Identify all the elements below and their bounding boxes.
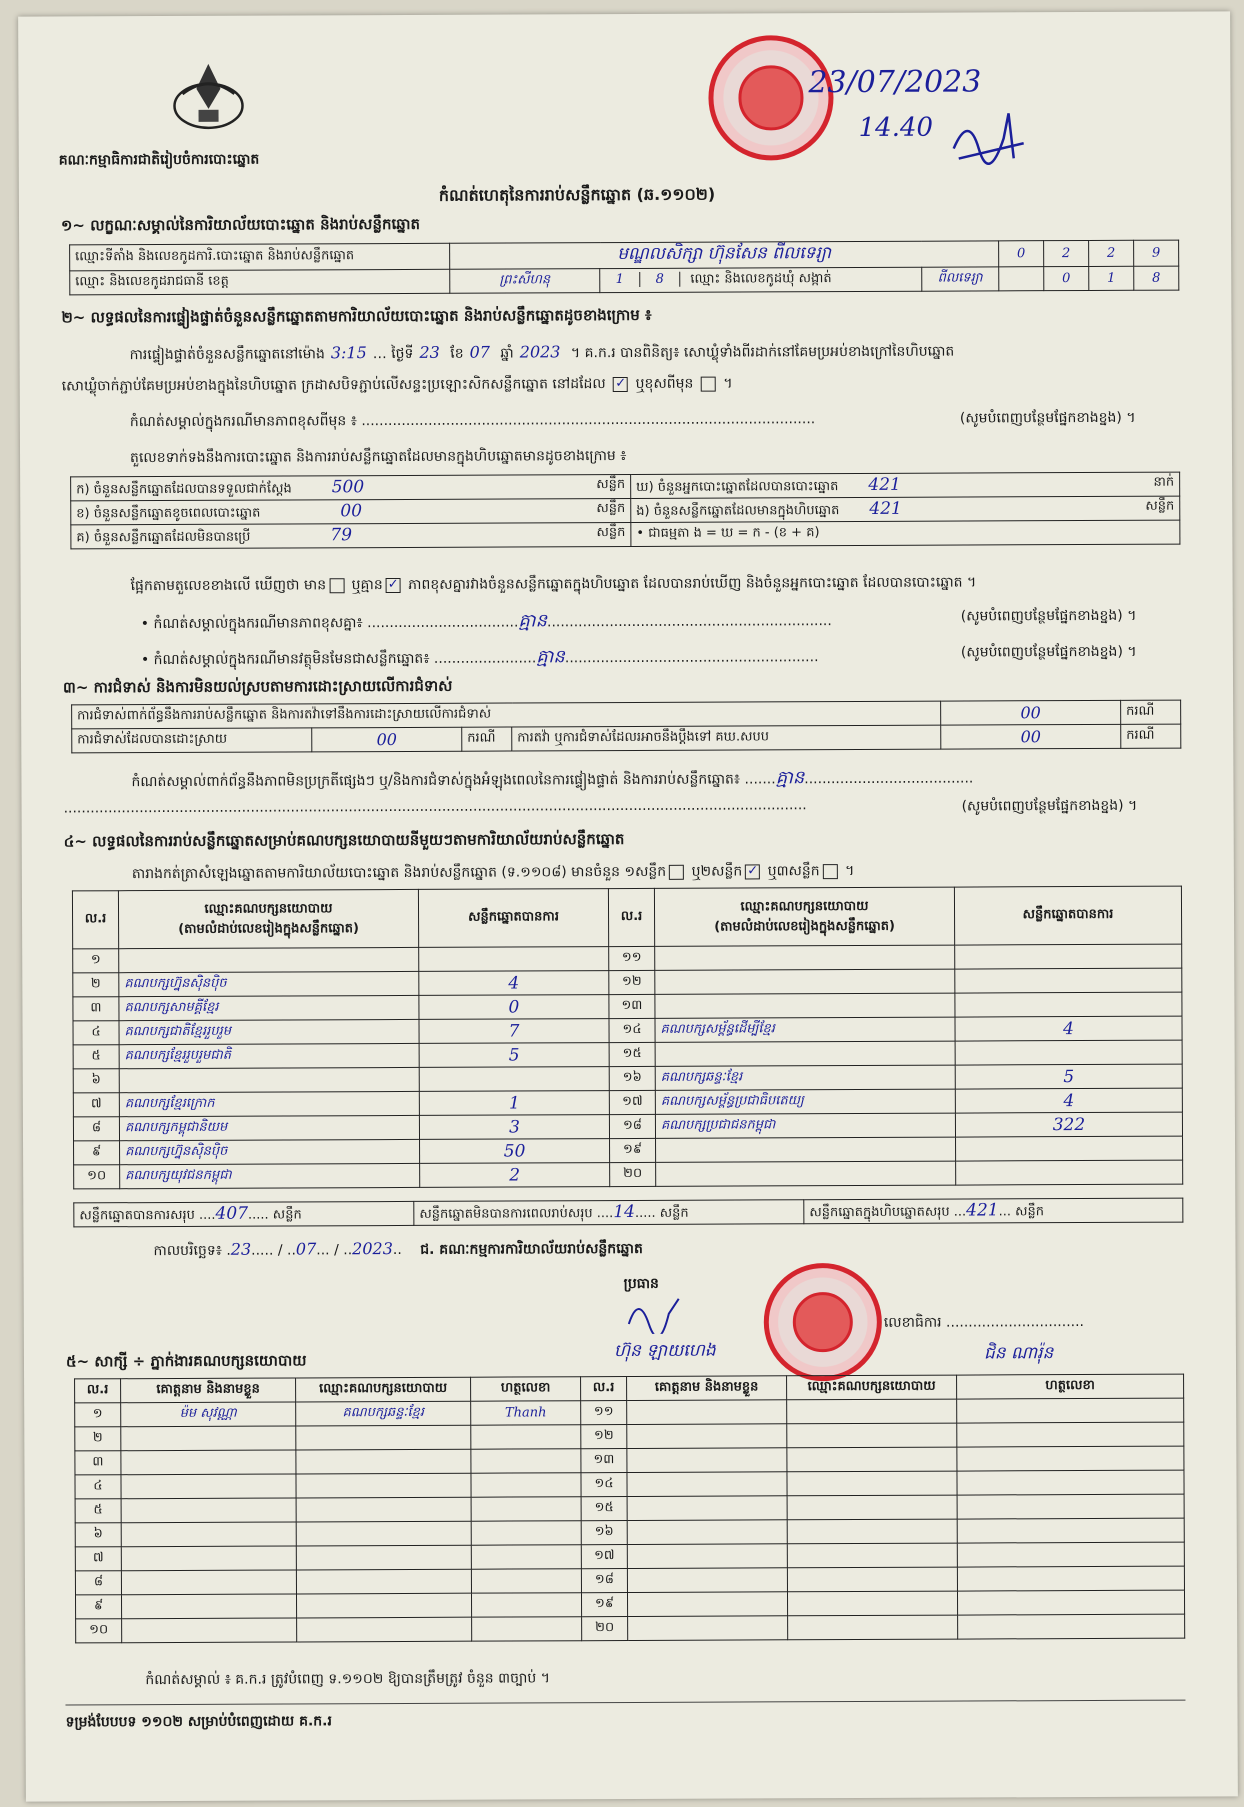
section4-heading: ៤~ លទ្ធផលនៃការរាប់សន្លឹកឆ្នោតសម្រាប់គណបក្សនយោបាយនីមួយៗតាមការិយាល័យរាប់សន្លឹកឆ្នោត xyxy=(63,830,625,851)
witness-party xyxy=(787,1471,957,1496)
vote-count xyxy=(956,1136,1183,1161)
section1-heading: ១~ លក្ខណៈសម្គាល់នៃការិយាល័យបោះឆ្នោត និងរាប់សន្លឹកឆ្នោត xyxy=(60,214,421,235)
witness-party xyxy=(787,1495,957,1520)
party-name xyxy=(655,945,955,970)
total-valid: សន្លឹកឆ្នោតបានការសរុប ....407..... សន្លឹក xyxy=(74,1201,414,1226)
secretary-label: លេខាធិការ ............................... xyxy=(883,1314,1085,1331)
witness-name xyxy=(627,1400,787,1425)
party-name xyxy=(119,1067,419,1092)
witness-signature xyxy=(471,1497,581,1521)
vote-count: 2 xyxy=(420,1163,610,1188)
witness-signature xyxy=(957,1470,1184,1495)
witness-party xyxy=(296,1449,471,1474)
official-stamp-bottom xyxy=(764,1263,883,1382)
row-number: ៤ xyxy=(75,1475,121,1499)
formula: • ជាធម្មតា ង = ឃ = ក - (ខ + គ) xyxy=(631,520,1180,546)
vote-count xyxy=(955,968,1182,993)
province-value: ព្រះសីហនុ xyxy=(450,269,600,294)
vote-count: 4 xyxy=(419,971,609,996)
witness-table: ល.រ គោត្តនាម និងនាមខ្លួន ឈ្មោះគណបក្សនយោបាយ ហត្ថលេខា ល.រ គោត្តនាម និងនាមខ្លួន ឈ្មោះគណបក្សនយោបាយ ហត្ថលេខា ១ ម៉ម សុវណ្ណា គណបក្សឆន្ទៈខ្មែរ Thanh ១១ ២ ១២ ៣ ១៣ ៤ ១៤ ៥ ១៥ ៦ ១៦ ៧ ១៧ ៨ ១៨ ៩ ១៩ ១០ ២០ xyxy=(74,1374,1185,1644)
row-number: ៦ xyxy=(75,1523,121,1547)
fill-more-1: (សូមបំពេញបន្ថែមផ្នែកខាងខ្នង) ។ xyxy=(959,409,1136,427)
mismatch-note: • កំណត់សម្គាល់ក្នុងករណីមានភាពខុសគ្នា៖ ..................................គ្មាន................................................................ xyxy=(140,610,832,633)
commune-value: ពីលទេរ្យា xyxy=(921,267,999,291)
witness-party xyxy=(787,1423,957,1448)
row-number: ១៤ xyxy=(609,1018,655,1042)
has-diff-checkbox[interactable] xyxy=(329,578,344,593)
vote-count xyxy=(955,944,1182,969)
row-number: ១៦ xyxy=(581,1521,627,1545)
vote-count xyxy=(955,1040,1182,1065)
witness-name xyxy=(627,1496,787,1521)
vote-count: 5 xyxy=(955,1064,1182,1089)
party-name: គណបក្សខ្មែរក្រោក xyxy=(119,1091,419,1116)
vote-count: 322 xyxy=(955,1112,1182,1137)
chief-name: ហ៊ុន ឡាយហេង xyxy=(613,1340,716,1362)
witness-party xyxy=(296,1473,471,1498)
witness-party xyxy=(296,1569,471,1594)
row-number: ១៤ xyxy=(581,1473,627,1497)
vote-count xyxy=(956,1160,1183,1185)
three-sheets-checkbox[interactable] xyxy=(823,864,838,879)
witness-name xyxy=(121,1474,296,1499)
obj-resolved-label: ការជំទាស់ដែលបានដោះស្រាយ xyxy=(72,728,312,753)
chief-label: ប្រធាន xyxy=(623,1275,659,1293)
party-name: គណបក្សកម្ពុជានិយម xyxy=(119,1115,419,1140)
totals-table xyxy=(73,1198,1183,1228)
verify-line-2: សោឃ្លុំចាក់ភ្ជាប់គែមប្រអប់ខាងក្នុងនៃហិបឆ្នោត ក្រដាសបិទភ្ជាប់លើសន្ទះប្រឡោះសិកសន្លឹកឆ្នោត នៅដដែល ✓ ឬខុសពីមុន ។ xyxy=(61,375,733,395)
row-number: ៥ xyxy=(75,1499,121,1523)
witness-signature xyxy=(957,1542,1184,1567)
row-number: ១៨ xyxy=(609,1114,655,1138)
witness-name xyxy=(121,1570,296,1595)
row-number: ១ xyxy=(73,949,119,973)
fill-more-2: (សូមបំពេញបន្ថែមផ្នែកខាងខ្នង) ។ xyxy=(960,607,1137,625)
total-invalid: សន្លឹកឆ្នោតមិនបានការពេលរាប់សរុប ....14..... សន្លឹក xyxy=(414,1200,804,1226)
fill-more-3: (សូមបំពេញបន្ថែមផ្នែកខាងខ្នង) ។ xyxy=(960,643,1137,661)
loc-code-4: 9 xyxy=(1134,240,1179,266)
row-number: ៣ xyxy=(73,997,119,1021)
row-number: ១៥ xyxy=(609,1042,655,1066)
witness-party xyxy=(788,1615,958,1640)
obj-appeal-value: 00 xyxy=(941,724,1121,749)
sheets-line: តារាងកត់ត្រាសំឡេងឆ្នោតតាមការិយាល័យបោះឆ្នោត និងរាប់សន្លឹកឆ្នោត (ទ.១១០៨) មានចំនួន ១សន្លឹក ឬ២សន្លឹក ✓ ឬ៣សន្លឹក ។ xyxy=(131,862,855,883)
dotted-line: ....................................................................................................................................................................... xyxy=(63,797,807,817)
witness-name xyxy=(627,1592,787,1617)
witness-name xyxy=(627,1424,787,1449)
signature-top-icon xyxy=(949,108,1029,168)
footer-text: ទម្រង់បែបបទ ១១០២ សម្រាប់បំពេញដោយ គ.ក.រ xyxy=(65,1713,332,1731)
vote-count: 4 xyxy=(955,1016,1182,1041)
org-name: គណៈកម្មាធិការជាតិរៀបចំការបោះឆ្នោត xyxy=(58,151,260,169)
witness-signature xyxy=(471,1569,581,1593)
party-name xyxy=(655,969,955,994)
vote-count: 0 xyxy=(419,995,609,1020)
form-paper xyxy=(18,11,1238,1801)
witness-party xyxy=(296,1521,471,1546)
witness-signature xyxy=(958,1614,1185,1639)
witness-body xyxy=(75,1398,1185,1643)
witness-name xyxy=(121,1522,296,1547)
witness-name xyxy=(121,1450,296,1475)
witness-name xyxy=(121,1546,296,1571)
no-diff-checkbox[interactable]: ✓ xyxy=(386,577,401,592)
loc-code-3: 2 xyxy=(1089,240,1134,266)
row-number: ៨ xyxy=(75,1571,121,1595)
row-number: ៩ xyxy=(74,1141,120,1165)
figures-intro: តួលេខទាក់ទងនឹងការបោះឆ្នោត និងការរាប់សន្លឹកឆ្នោតដែលមានក្នុងហិបឆ្នោតមានដូចខាងក្រោម ៖ xyxy=(130,448,627,467)
obj-resolved-value: 00 xyxy=(312,727,462,752)
commune-code-3: 8 xyxy=(1134,266,1179,290)
party-name: គណបក្សប្រជាជនកម្ពុជា xyxy=(655,1113,955,1138)
row-number: ១០ xyxy=(76,1619,122,1643)
witness-signature xyxy=(471,1545,581,1569)
witness-signature xyxy=(957,1398,1184,1423)
changed-checkbox[interactable] xyxy=(701,376,716,391)
compare-line: ផ្អែកតាមតួលេខខាងលើ ឃើញថា មាន ឬគ្មាន ✓ ភាពខុសគ្នារវាងចំនួនសន្លឹកឆ្នោតក្នុងហិបឆ្នោត ដែលបានរាប់ឃើញ និងចំនួនអ្នកបោះឆ្នោត ដែលបានបោះឆ្នោត ។ xyxy=(130,574,977,595)
row-number: ២ xyxy=(75,1427,121,1451)
table-row xyxy=(74,1160,1183,1189)
witness-signature xyxy=(471,1449,581,1473)
row-number: ១១ xyxy=(609,946,655,970)
witness-party: គណបក្សឆន្ទៈខ្មែរ xyxy=(296,1401,471,1426)
witness-name xyxy=(627,1520,787,1545)
witness-signature xyxy=(471,1521,581,1545)
location-label: ឈ្មោះទីតាំង និងលេខកូដការិ.បោះឆ្នោត និងរាប់សន្លឹកឆ្នោត xyxy=(70,243,450,271)
row-number: ៣ xyxy=(75,1451,121,1475)
party-name: គណបក្សយុវជនកម្ពុជា xyxy=(120,1163,420,1188)
row-number: ៧ xyxy=(73,1093,119,1117)
row-number: ៨ xyxy=(73,1117,119,1141)
vote-count: 1 xyxy=(419,1091,609,1116)
party-name: គណបក្សខ្មែររួបរួមជាតិ xyxy=(119,1043,419,1068)
row-number: ១៧ xyxy=(609,1090,655,1114)
party-name: គណបក្សសម្ព័ន្ធដើម្បីខ្មែរ xyxy=(655,1017,955,1042)
witness-party xyxy=(296,1545,471,1570)
witness-name xyxy=(121,1594,296,1619)
figures-table xyxy=(70,472,1180,550)
witness-name xyxy=(122,1618,297,1643)
witness-name xyxy=(627,1472,787,1497)
party-name xyxy=(655,993,955,1018)
loc-code-2: 2 xyxy=(1044,240,1089,266)
row-number: ១៩ xyxy=(581,1593,627,1617)
objections-table: ការជំទាស់ពាក់ព័ន្ធនឹងការរាប់សន្លឹកឆ្នោត និងការតវ៉ាទៅនឹងការដោះស្រាយលើការជំទាស់ 00 ករណី ការជំទាស់ដែលបានដោះស្រាយ 00 ករណី ការតវ៉ា ឬការជំទាស់ដែលរអាចនឹងប្តឹងទៅ គឃ.សបប 00 ករណី xyxy=(71,700,1181,754)
vote-count: 4 xyxy=(955,1088,1182,1113)
row-number: ៩ xyxy=(75,1595,121,1619)
province-code: 1 8 ឈ្មោះ និងលេខកូដឃុំ សង្កាត់ xyxy=(600,267,922,292)
vote-count: 50 xyxy=(420,1139,610,1164)
row-number: ២០ xyxy=(582,1617,628,1641)
results-table: ល.រ ឈ្មោះគណបក្សនយោបាយ (តាមលំដាប់លេខរៀងក្នុងសន្លឹកឆ្នោត) សន្លឹកឆ្នោតបានការ ល.រ ឈ្មោះគណបក្សនយោបាយ (តាមលំដាប់លេខរៀងក្នុងសន្លឹកឆ្នោត) សន្លឹកឆ្នោតបានការ ១ ១១ ២ គណបក្សហ្វ៊ុនស៊ិនប៉ិច 4 ១២ ៣ គណបក្សសាមគ្គីខ្មែរ 0 ១៣ ៤ គណបក្សជាតិខ្មែររួបរួម 7 ១៤ គណបក្សសម្ព័ន្ធដើម្បីខ្មែរ 4 ៥ គណបក្សខ្មែររួបរួមជាតិ 5 ១៥ ៦ ១៦ គណបក្សឆន្ទៈខ្មែរ 5 ៧ គណបក្សខ្មែរក្រោក 1 ១៧ គណបក្សសម្ព័ន្ធប្រជាធិបតេយ្យ 4 ៨ គណបក្សកម្ពុជានិយម 3 ១៨ គណបក្សប្រជាជនកម្ពុជា 322 ៩ គណបក្សហ្វ៊ុនស៊ិនប៉ិច 50 ១៩ ១០ គណបក្សយុវជនកម្ពុជា 2 ២០ xyxy=(72,886,1183,1190)
witness-party xyxy=(787,1567,957,1592)
witness-signature xyxy=(471,1473,581,1497)
secretary-name: ជិន ណារ៉ុន xyxy=(983,1343,1054,1364)
party-name xyxy=(656,1137,956,1162)
row-number: ១៨ xyxy=(581,1569,627,1593)
witness-signature xyxy=(957,1590,1184,1615)
commune-code-2: 1 xyxy=(1089,266,1134,290)
form-title: កំណត់ហេតុនៃការរាប់សន្លឹកឆ្នោត (ឆ.១១០២) xyxy=(438,184,716,205)
diff-note: កំណត់សម្គាល់ក្នុងករណីមានភាពខុសពីមុន ៖ ...................................................................................................... xyxy=(129,411,816,431)
row-number: ៧ xyxy=(75,1547,121,1571)
chief-signature-icon xyxy=(624,1294,684,1334)
row-number: ១៣ xyxy=(581,1449,627,1473)
party-name: គណបក្សហ្វ៊ុនស៊ិនប៉ិច xyxy=(119,971,419,996)
witness-party xyxy=(296,1497,471,1522)
witness-name: ម៉ម សុវណ្ណា xyxy=(121,1402,296,1427)
row-number: ១៩ xyxy=(610,1138,656,1162)
obj-related-value: 00 xyxy=(941,700,1121,725)
one-sheet-checkbox[interactable] xyxy=(669,864,684,879)
row-number: ១២ xyxy=(609,970,655,994)
fill-more-4: (សូមបំពេញបន្ថែមផ្នែកខាងខ្នង) ។ xyxy=(961,797,1138,815)
witness-signature xyxy=(957,1494,1184,1519)
party-name: គណបក្សហ្វ៊ុនស៊ិនប៉ិច xyxy=(120,1139,420,1164)
commune-code-1: 0 xyxy=(1044,266,1089,290)
location-value: មណ្ឌលសិក្សា ហ៊ុនសែន ពីលទេរ្យា xyxy=(450,241,999,269)
witness-party xyxy=(787,1447,957,1472)
row-number: ១ xyxy=(75,1403,121,1427)
same-checkbox[interactable]: ✓ xyxy=(613,376,628,391)
row-number: ១៣ xyxy=(609,994,655,1018)
figure-c: គ) ចំនួនសន្លឹកឆ្នោតដែលមិនបានប្រើ 79 សន្លឹក xyxy=(71,522,631,548)
witness-name xyxy=(121,1426,296,1451)
party-name: គណបក្សសាមគ្គីខ្មែរ xyxy=(119,995,419,1020)
party-name: គណបក្សសម្ព័ន្ធប្រជាធិបតេយ្យ xyxy=(655,1089,955,1114)
row-number: ១២ xyxy=(581,1425,627,1449)
row-number: ១៧ xyxy=(581,1545,627,1569)
stamp-date: 23/07/2023 xyxy=(808,64,982,101)
two-sheets-checkbox[interactable]: ✓ xyxy=(745,864,760,879)
witness-party xyxy=(787,1519,957,1544)
witness-party xyxy=(296,1425,471,1450)
row-number: ៦ xyxy=(73,1069,119,1093)
vote-count xyxy=(419,1067,609,1092)
witness-name xyxy=(628,1616,788,1641)
loc-code-1: 0 xyxy=(999,241,1044,267)
witness-signature xyxy=(957,1566,1184,1591)
footer-rule xyxy=(65,1700,1185,1706)
section2-heading: ២~ លទ្ធផលនៃការផ្ទៀងផ្ទាត់ចំនួនសន្លឹកឆ្នោតតាមការិយាល័យបោះឆ្នោត និងរាប់សន្លឹកឆ្នោតដូចខាងក្រោម ៖ xyxy=(61,305,652,327)
witness-signature xyxy=(472,1617,582,1641)
party-name xyxy=(655,1041,955,1066)
witness-name xyxy=(627,1544,787,1569)
witness-party xyxy=(787,1399,957,1424)
row-number: ២០ xyxy=(610,1162,656,1186)
results-body xyxy=(73,944,1183,1189)
row-number: ៤ xyxy=(73,1021,119,1045)
section3-heading: ៣~ ការជំទាស់ និងការមិនយល់ស្របតាមការដោះស្រាយលើការជំទាស់ xyxy=(62,676,453,697)
witness-party xyxy=(787,1543,957,1568)
footnote: កំណត់សម្គាល់ ៖ គ.ក.រ ត្រូវបំពេញ ទ.១១០២ ឱ្យបានត្រឹមត្រូវ ចំនួន ៣ច្បាប់ ។ xyxy=(145,1670,550,1689)
province-label: ឈ្មោះ និងលេខកូដរាជធានី ខេត្ត xyxy=(70,269,450,295)
vote-count: 3 xyxy=(419,1115,609,1140)
witness-signature: Thanh xyxy=(471,1401,581,1425)
date-line: កាលបរិច្ឆេទ៖ .23..... / ..07... / ..2023.. ជ. គណៈកម្មការការិយាល័យរាប់សន្លឹកឆ្នោត xyxy=(153,1239,643,1260)
section1-table xyxy=(69,240,1179,296)
row-number: ១១ xyxy=(581,1401,627,1425)
figure-a: ក) ចំនួនសន្លឹកឆ្នោតដែលបានទទួលជាក់ស្តែង 500 សន្លឹក xyxy=(71,474,631,500)
party-name: គណបក្សជាតិខ្មែររួបរួម xyxy=(119,1019,419,1044)
row-number: ១៥ xyxy=(581,1497,627,1521)
vote-count: 7 xyxy=(419,1019,609,1044)
row-number: ១៦ xyxy=(609,1066,655,1090)
stamp-time: 14.40 xyxy=(858,112,934,143)
witness-name xyxy=(627,1448,787,1473)
figure-e: ង) ចំនួនសន្លឹកឆ្នោតដែលមានក្នុងហិបឆ្នោត 421 សន្លឹក xyxy=(631,496,1180,522)
nec-emblem-icon xyxy=(168,54,248,134)
verify-line: ការផ្ទៀងផ្ទាត់ចំនួនសន្លឹកឆ្នោតនៅម៉ោង 3:15 … ថ្ងៃទី 23 ខែ 07 ឆ្នាំ 2023 ។ គ.ក.រ បានពិនិត្យ៖ សោឃ្លុំទាំងពីរដាក់នៅគែមប្រអប់ខាងក្រៅនៃហិបឆ្នោត xyxy=(129,342,955,364)
witness-signature xyxy=(471,1593,581,1617)
witness-signature xyxy=(471,1425,581,1449)
witness-signature xyxy=(957,1422,1184,1447)
total-box: សន្លឹកឆ្នោតក្នុងហិបឆ្នោតសរុប ...421... សន្លឹក xyxy=(804,1198,1183,1224)
obj-appeal-label: ការតវ៉ា ឬការជំទាស់ដែលរអាចនឹងប្តឹងទៅ គឃ.សបប xyxy=(512,725,941,751)
vote-count xyxy=(419,947,609,972)
vote-count: 5 xyxy=(419,1043,609,1068)
party-name: គណបក្សឆន្ទៈខ្មែរ xyxy=(655,1065,955,1090)
party-name xyxy=(119,947,419,972)
row-number: ១០ xyxy=(74,1165,120,1189)
figure-b: ខ) ចំនួនសន្លឹកឆ្នោតខូចពេលបោះឆ្នោត 00 សន្លឹក xyxy=(71,498,631,524)
witness-party xyxy=(297,1617,472,1642)
invalid-note: • កំណត់សម្គាល់ក្នុងករណីមានវត្ថុមិនមែនជាសន្លឹកឆ្នោត៖ .......................គ្មាន......................................................... xyxy=(140,646,819,669)
vote-count xyxy=(955,992,1182,1017)
row-number: ២ xyxy=(73,973,119,997)
figure-d: ឃ) ចំនួនអ្នកបោះឆ្នោតដែលបានបោះឆ្នោត 421 នាក់ xyxy=(631,472,1180,498)
witness-name xyxy=(121,1498,296,1523)
witness-signature xyxy=(957,1446,1184,1471)
witness-name xyxy=(627,1568,787,1593)
obj-related-label: ការជំទាស់ពាក់ព័ន្ធនឹងការរាប់សន្លឹកឆ្នោត និងការតវ៉ាទៅនឹងការដោះស្រាយលើការជំទាស់ xyxy=(72,701,941,729)
section5-heading: ៥~ សាក្សី ÷ ភ្នាក់ងារគណបក្សនយោបាយ xyxy=(65,1351,307,1371)
witness-signature xyxy=(957,1518,1184,1543)
witness-party xyxy=(787,1591,957,1616)
table-row xyxy=(76,1614,1185,1643)
irregularity-note: កំណត់សម្គាល់ពាក់ព័ន្ធនឹងភាពមិនប្រក្រតីផ្សេងៗ ឬ/និងការជំទាស់ក្នុងអំឡុងពេលនៃការផ្ទៀងផ្ទាត់ និងការរាប់សន្លឹកឆ្នោត៖ .......គ្មាន...................................... xyxy=(131,767,974,791)
row-number: ៥ xyxy=(73,1045,119,1069)
party-name xyxy=(656,1161,956,1186)
witness-party xyxy=(296,1593,471,1618)
